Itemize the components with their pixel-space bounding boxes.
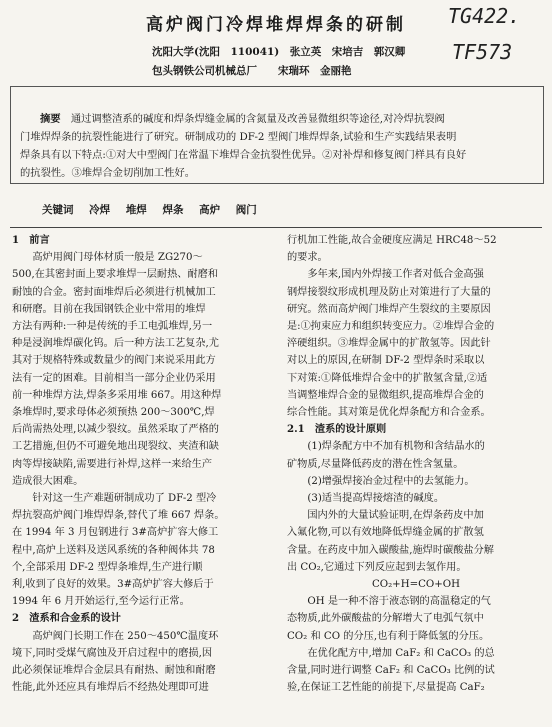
section-heading-1: 1 前言 (12, 234, 50, 246)
keyword: 堆焊 (125, 204, 147, 216)
handwritten-note-1: TG422. (448, 4, 521, 28)
text-line: 利,收到了良好的效果。3#高炉扩容大修后于 (12, 579, 214, 591)
abstract-label: 摘要 (40, 113, 61, 125)
text-line: 的要求。 (287, 252, 328, 264)
section-1-body (12, 249, 274, 610)
text-line: 综合性能。其对策是优化焊条配方和合金系。 (287, 407, 491, 419)
right-body-bottom (287, 593, 545, 696)
text-line: 法有一定的困难。目前相当一部分企业仍采用 (12, 372, 216, 384)
handwritten-note-2: TF573 (452, 40, 513, 64)
text-line: 在优化配方中,增加 CaF₂ 和 CaCO₃ 的总 (287, 647, 495, 659)
text-line: 1994 年 6 月开始运行,至今运行正常。 (12, 596, 190, 608)
keyword: 冷焊 (89, 204, 111, 216)
text-line: 方法有两种:一种是传统的手工电弧堆焊,另一 (12, 321, 213, 333)
text-line: 性能,此外还应具有堆焊后不经热处理即可进 (12, 682, 209, 694)
right-body-top (287, 232, 545, 421)
text-line: 后尚需热处理,以减少裂纹。虽然采取了严格的 (12, 424, 219, 436)
text-line: 境下,同时受煤气腐蚀及开启过程中的磨损,因 (12, 647, 213, 659)
subsection-heading: 2.1 渣系的设计原则 (287, 423, 387, 436)
text-line: 个,全部采用 DF-2 型焊条堆焊,生产进行顺 (12, 561, 203, 573)
text-line: 在 1994 年 3 月包钢进行 3#高炉扩容大修工 (12, 527, 219, 539)
keywords-label: 关键词 (42, 204, 74, 216)
left-column (12, 232, 274, 696)
text-line: 矿物质,尽量降低药皮的潜在性含氢量。 (287, 458, 464, 470)
abstract-line: 通过调整渣系的碱度和焊条焊缝金属的含氮量及改善显微组织等途径,对冷焊抗裂阀 (70, 113, 445, 125)
abstract-line: 焊条具有以下特点:①对大中型阀门在常温下堆焊合金抗裂性优异。②对补焊和修复阀门样具有良好 (20, 149, 467, 161)
text-line: 对以上的原因,在研制 DF-2 型焊条时采取以 (287, 355, 485, 367)
text-line: 淬硬组织。③堆焊金属中的扩散氢等。因此针 (287, 338, 491, 350)
keyword: 阀门 (235, 204, 257, 216)
text-line: 其对于规格特殊或数量少的阀门来说采用此方 (12, 355, 216, 367)
keywords (42, 202, 269, 217)
text-line: (3)适当提高焊接熔渣的碱度。 (287, 493, 445, 505)
text-line: 含量,同时进行调整 CaF₂ 和 CaCO₃ 比例的试 (287, 665, 495, 677)
text-line: 高炉阀门长期工作在 250～450℃温度环 (12, 630, 219, 642)
text-line: 是:①拘束应力和组织转变应力。②堆焊合金的 (287, 321, 495, 333)
text-line: 种是浸润堆焊碳化钨。后一种方法工艺复杂,尤 (12, 338, 219, 350)
text-line: 多年来,国内外焊接工作者对低合金高强 (287, 269, 484, 281)
text-line: 前一种堆焊方法,焊条多采用堆 667。用这种焊 (12, 389, 222, 401)
text-line: OH 是一种不溶于液态钢的高温稳定的气 (287, 596, 491, 608)
text-line: 针对这一生产难题研制成功了 DF-2 型冷 (12, 493, 217, 505)
section-2-body (12, 628, 274, 697)
text-line: 下对策:①降低堆焊合金中的扩散氢含量,②适 (287, 372, 488, 384)
text-line: 肉等焊接缺陷,需要进行补焊,这样一来给生产 (12, 458, 213, 470)
keyword: 高炉 (199, 204, 221, 216)
text-line: (2)增强焊接冶金过程中的去氢能力。 (287, 475, 475, 487)
equation: CO₂+H=CO+OH (371, 579, 461, 591)
text-line: 高炉用阀门母体材质一般是 ZG270～ (12, 252, 203, 264)
text-line: 程中,高炉上送料及送风系统的各种阀体共 78 (12, 544, 215, 556)
text-line: 此必须保证堆焊合金层具有耐热、耐蚀和耐磨 (12, 665, 216, 677)
abstract (20, 110, 530, 182)
text-line: 出 CO₂,它通过下列反应起到去氢作用。 (287, 561, 467, 573)
right-column (287, 232, 545, 696)
text-line: 和研磨。目前在我国钢铁企业中常用的堆焊 (12, 303, 206, 315)
text-line: 国内外的大量试验证明,在焊条药皮中加 (287, 510, 484, 522)
text-line: 造成很大困难。 (12, 475, 84, 487)
paper-title: 高炉阀门冷焊堆焊焊条的研制 (146, 15, 406, 35)
keyword: 焊条 (162, 204, 184, 216)
right-body-middle (287, 438, 545, 576)
text-line: 工艺措施,但仍不可避免地出现裂纹、夹渣和缺 (12, 441, 219, 453)
text-line: 钢焊接裂纹形成机理及防止对策进行了大量的 (287, 286, 491, 298)
text-line: (1)焊条配方中不加有机物和含结晶水的 (287, 441, 485, 453)
section-heading-2: 2 渣系和合金系的设计 (12, 612, 121, 625)
text-line: CO₂ 和 CO 的分压,也有利于降低氢的分压。 (287, 630, 490, 642)
text-line: 验,在保证工艺性能的前提下,尽量提高 CaF₂ (287, 682, 485, 694)
divider (10, 227, 542, 228)
text-line: 态物质,此外碳酸盐的分解增大了电弧气氛中 (287, 613, 484, 625)
affiliation-line-2: 包头钢铁公司机械总厂 宋瑞环 金丽艳 (152, 65, 352, 77)
text-line: 行机加工性能,故合金硬度应满足 HRC48～52 (287, 235, 497, 246)
abstract-line: 的抗裂性。③堆焊合金切削加工性好。 (20, 167, 196, 179)
text-line: 条堆焊时,要求母体必须预热 200～300℃,焊 (12, 407, 215, 419)
text-line: 入氟化物,可以有效地降低焊缝金属的扩散氢 (287, 527, 484, 539)
text-line: 耐蚀的合金。密封面堆焊后必须进行机械加工 (12, 286, 216, 298)
text-line: 500,在其密封面上要求堆焊一层耐热、耐磨和 (12, 269, 219, 281)
abstract-line: 门堆焊焊条的抗裂性能进行了研究。研制成功的 DF-2 型阀门堆焊焊条,试验和生产实践结果表明 (20, 131, 457, 143)
affiliation-line-1: 沈阳大学(沈阳 110041) 张立英 宋培吉 郭汉卿 (152, 46, 406, 58)
text-line: 焊抗裂高炉阀门堆焊焊条,替代了堆 667 焊条。 (12, 510, 225, 522)
text-line: 含量。在药皮中加入碳酸盐,施焊时碳酸盐分解 (287, 544, 494, 556)
text-line: 当调整堆焊合金的显微组织,提高堆焊合金的 (287, 389, 484, 401)
text-line: 研究。然而高炉阀门堆焊产生裂纹的主要原因 (287, 303, 491, 315)
